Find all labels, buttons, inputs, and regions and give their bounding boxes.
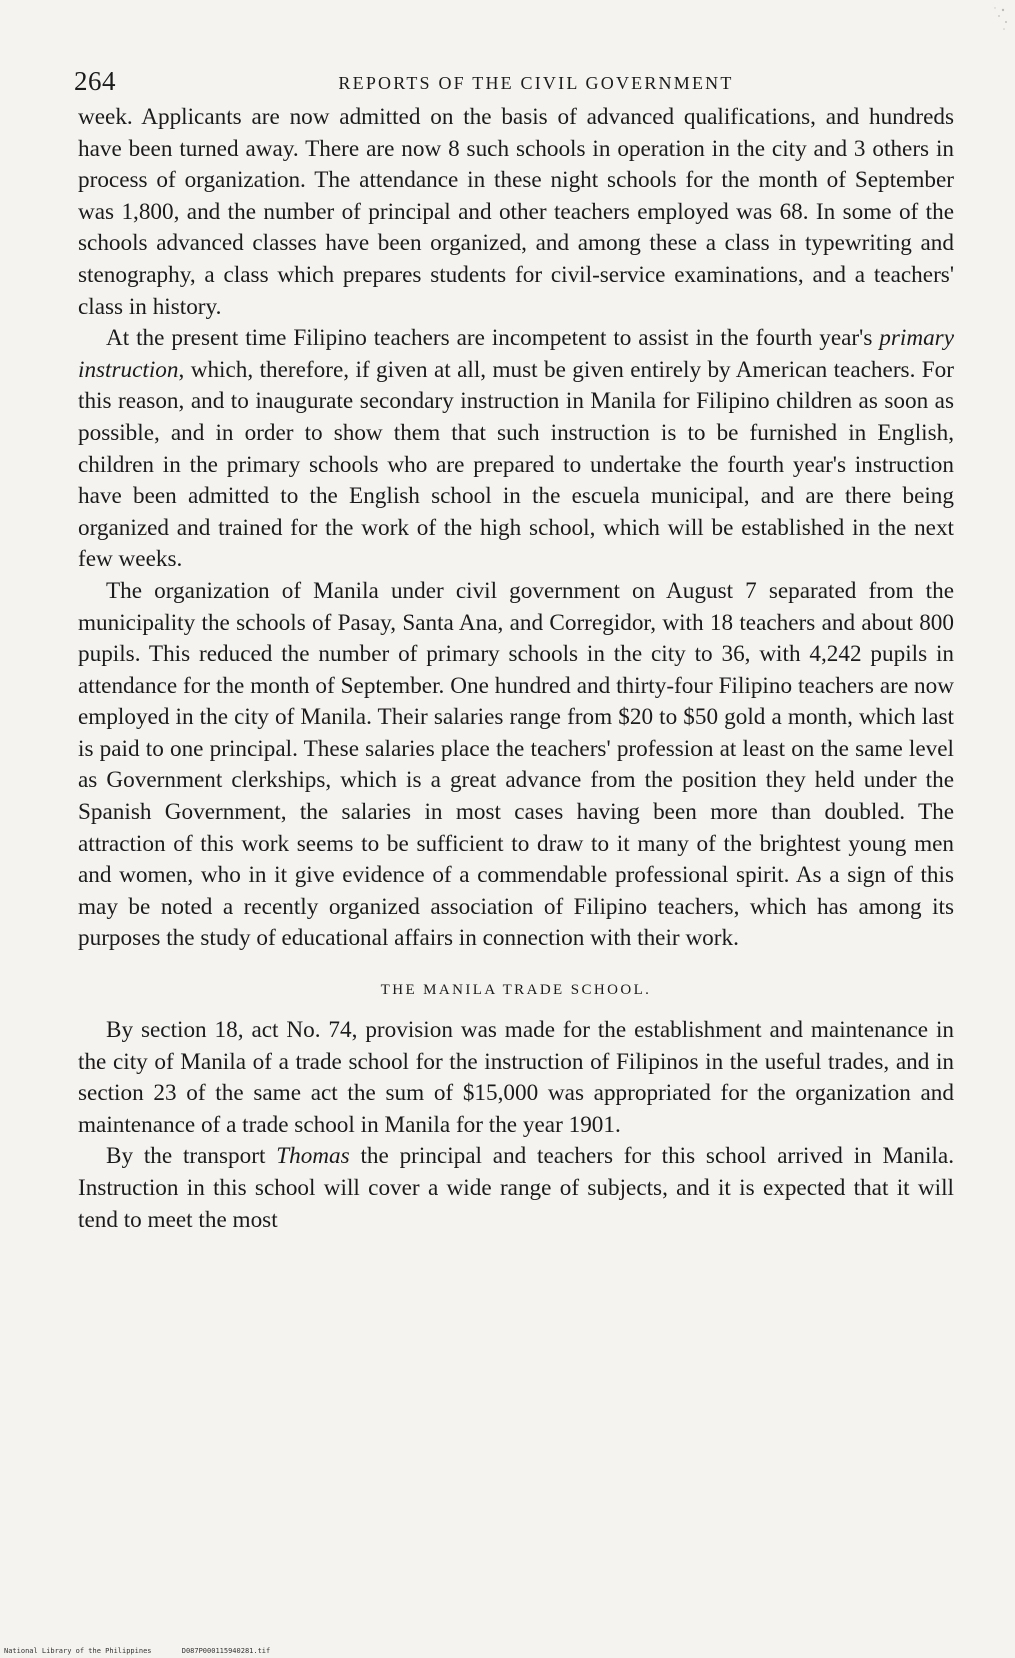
- page-number: 264: [74, 66, 116, 96]
- running-head: [74, 62, 954, 102]
- paragraph-secondary-instruction: [78, 323, 954, 576]
- paragraph-text: , which, therefore, if given at all, must be given entirely by American teachers. For this reason, and to inaugurate secondary instruction in Manila for Filipino children as soon as possible, and in order to show them that such instruction is to be furnished in English, children in the primary schools who are prepared to undertake the fourth year's instruction have been admitted to the English school in the escuela municipal, and are there being organized and trained for the work of the high school, which will be established in the next few weeks.: [78, 356, 954, 573]
- paragraph-night-schools: week. Applicants are now admitted on the basis of advanced qualifications, and hundreds have been turned away. There are now 8 such schools in operation in the city and 3 others in process of organization. The attendance in these night schools for the month of September was 1,800, and the number of principal and other teachers employed was 68. In some of the schools advanced classes have been organized, and among these a class in typewriting and stenography, a class which prepares students for civil-service examinations, and a teachers' class in history.: [78, 104, 954, 320]
- scan-footer: [4, 1647, 270, 1655]
- paragraph-organization-of-manila: The organization of Manila under civil government on August 7 separated from the municipality the schools of Pasay, Santa Ana, and Corregidor, with 18 teachers and about 800 pupils. This reduced the number of primary schools in the city to 36, with 4,242 pupils in attendance for the month of September. One hundred and thirty-four Filipino teachers are now employed in the city of Manila. Their salaries range from $20 to $50 gold a month, which last is paid to one principal. These salaries place the teachers' profession at least on the same level as Government clerkships, which is a great advance from the position they held under the Spanish Government, the salaries in most cases having been more than doubled. The attraction of this work seems to be sufficient to draw to it many of the brightest young men and women, who in it give evidence of a commendable professional spirit. As a sign of this may be noted a recently organized association of Filipino teachers, which has among its purposes the study of educational affairs in connection with their work.: [78, 577, 954, 952]
- italic-phrase: primary instruction: [78, 325, 954, 383]
- running-title: REPORTS OF THE CIVIL GOVERNMENT: [338, 73, 734, 93]
- section-text: [78, 1015, 954, 1236]
- section-heading: THE MANILA TRADE SCHOOL.: [380, 982, 652, 999]
- paragraph-text: By the transport: [106, 1143, 277, 1170]
- paragraph-text: At the present time Filipino teachers are incompetent to assist in the fourth year's: [106, 325, 880, 352]
- paragraph-trade-school-provision: By section 18, act No. 74, provision was made for the establishment and maintenance in the city of Manila of a trade school for the instruction of Filipinos in the useful trades, and in section 23 of the same act the sum of $15,000 was appropriated for the organization and maintenance of a trade school in Manila for the year 1901.: [78, 1017, 954, 1138]
- paragraph-trade-school-teachers: [78, 1141, 954, 1236]
- scan-speck-mark: [973, 4, 1009, 34]
- footer-filename: D087P000115940281.tif: [181, 1647, 271, 1655]
- body-text: [78, 102, 954, 955]
- page-content: [74, 62, 955, 1236]
- paragraph-text: the principal and teachers for this school arrived in Manila. Instruction in this school will cover a wide range of subjects, and it is expected that it will tend to meet the most: [78, 1143, 955, 1233]
- italic-ship-name: Thomas: [276, 1143, 350, 1170]
- footer-library: National Library of the Philippines: [4, 1647, 152, 1655]
